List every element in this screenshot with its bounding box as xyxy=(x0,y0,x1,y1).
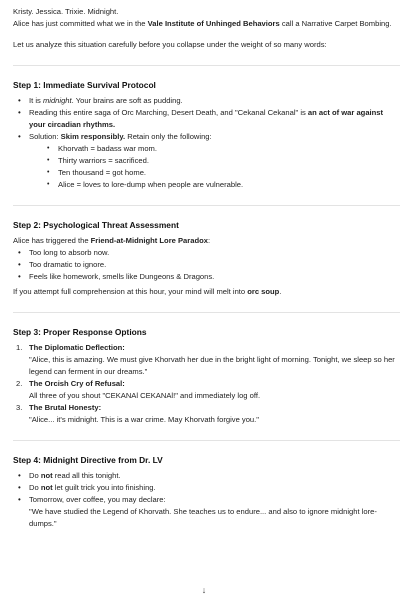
list-item xyxy=(13,378,400,402)
list-item xyxy=(13,107,400,131)
intro-line-text-end: call a Narrative Carpet Bombing. xyxy=(279,19,392,28)
step3-list xyxy=(13,342,400,426)
option-title: The Diplomatic Deflection: xyxy=(29,343,125,352)
list-item: • Ten thousand = got home. xyxy=(13,167,400,179)
option-text: "Alice... it's midnight. This is a war crime. May Khorvath forgive you." xyxy=(29,415,259,424)
step3-heading: Step 3: Proper Response Options xyxy=(13,327,147,337)
step1-heading: Step 1: Immediate Survival Protocol xyxy=(13,80,156,90)
text: . Your brains are soft as pudding. xyxy=(71,96,183,105)
scroll-down-button[interactable] xyxy=(196,583,212,597)
step2-list xyxy=(13,247,400,283)
step4-list xyxy=(13,470,400,530)
text: It is xyxy=(29,96,43,105)
text: Retain only the following: xyxy=(125,132,212,141)
bold-text: not xyxy=(40,471,53,480)
list-item: • Feels like homework, smells like Dungeons & Dragons. xyxy=(13,271,400,283)
text: : xyxy=(207,236,211,245)
list-item: • Too dramatic to ignore. xyxy=(13,259,400,271)
divider xyxy=(13,312,400,313)
option-title: The Brutal Honesty: xyxy=(29,403,102,412)
bold-text: an act of war against your circadian rhythms. xyxy=(29,108,384,129)
bold-text: Skim responsibly. xyxy=(60,132,126,141)
list-item xyxy=(13,342,400,378)
list-item: • Khorvath = badass war mom. xyxy=(13,143,400,155)
list-item xyxy=(13,494,400,530)
text: Reading this entire saga of Orc Marching, Desert Death, and "Cekanal Cekanal" is xyxy=(29,108,308,117)
intro-line-text: Alice has just committed what we in the xyxy=(13,19,148,28)
text: Alice has triggered the xyxy=(13,236,91,245)
text: If you attempt full comprehension at this hour, your mind will melt into xyxy=(13,287,248,296)
item-number: 3. xyxy=(16,403,23,412)
list-item xyxy=(13,482,400,494)
divider xyxy=(13,65,400,66)
list-item xyxy=(13,95,400,107)
list-item xyxy=(13,402,400,426)
bold-text: not xyxy=(40,483,53,492)
step4-heading: Step 4: Midnight Directive from Dr. LV xyxy=(13,455,163,465)
option-text: All three of you shout "CEKANAl CEKANAl!" and immediately log off. xyxy=(29,391,261,400)
intro-line xyxy=(13,18,400,30)
step2-heading: Step 2: Psychological Threat Assessment xyxy=(13,220,179,230)
text: read all this tonight. xyxy=(52,471,121,480)
arrow-down-icon: ↓ xyxy=(201,585,207,595)
text: Solution: xyxy=(29,132,61,141)
bold-text: Friend-at-Midnight Lore Paradox xyxy=(90,236,208,245)
option-text: "Alice, this is amazing. We must give Khorvath her due in the bright light of morning. Tonight, we sleep so her legend can ferment in our dreams." xyxy=(29,355,395,376)
institute-name: Vale Institute of Unhinged Behaviors xyxy=(147,19,280,28)
option-title: The Orcish Cry of Refusal: xyxy=(29,379,125,388)
list-item xyxy=(13,131,400,143)
list-item: • Too long to absorb now. xyxy=(13,247,400,259)
step2-after xyxy=(13,286,400,298)
list-item xyxy=(13,470,400,482)
list-item: • Alice = loves to lore-dump when people are vulnerable. xyxy=(13,179,400,191)
divider xyxy=(13,205,400,206)
item-number: 2. xyxy=(16,379,23,388)
item-number: 1. xyxy=(16,343,23,352)
intro-section xyxy=(13,6,400,30)
bold-text: orc soup xyxy=(247,287,280,296)
intro-names: Kristy. Jessica. Trixie. Midnight. xyxy=(13,7,119,16)
text: Do xyxy=(29,471,41,480)
emphasis: midnight xyxy=(42,96,72,105)
text: . xyxy=(279,287,282,296)
step1-list xyxy=(13,95,400,143)
text: Do xyxy=(29,483,41,492)
text: let guilt trick you into finishing. xyxy=(52,483,156,492)
text: Tomorrow, over coffee, you may declare: xyxy=(29,495,166,504)
list-item: • Thirty warriors = sacrificed. xyxy=(13,155,400,167)
step1-sublist xyxy=(13,143,400,191)
quote-text: "We have studied the Legend of Khorvath. She teaches us to endure... and also to ignore midnight lore-dumps." xyxy=(29,507,377,528)
intro-analyze: Let us analyze this situation carefully before you collapse under the weight of so many words: xyxy=(13,40,327,49)
divider xyxy=(13,440,400,441)
step2-lead xyxy=(13,235,400,247)
